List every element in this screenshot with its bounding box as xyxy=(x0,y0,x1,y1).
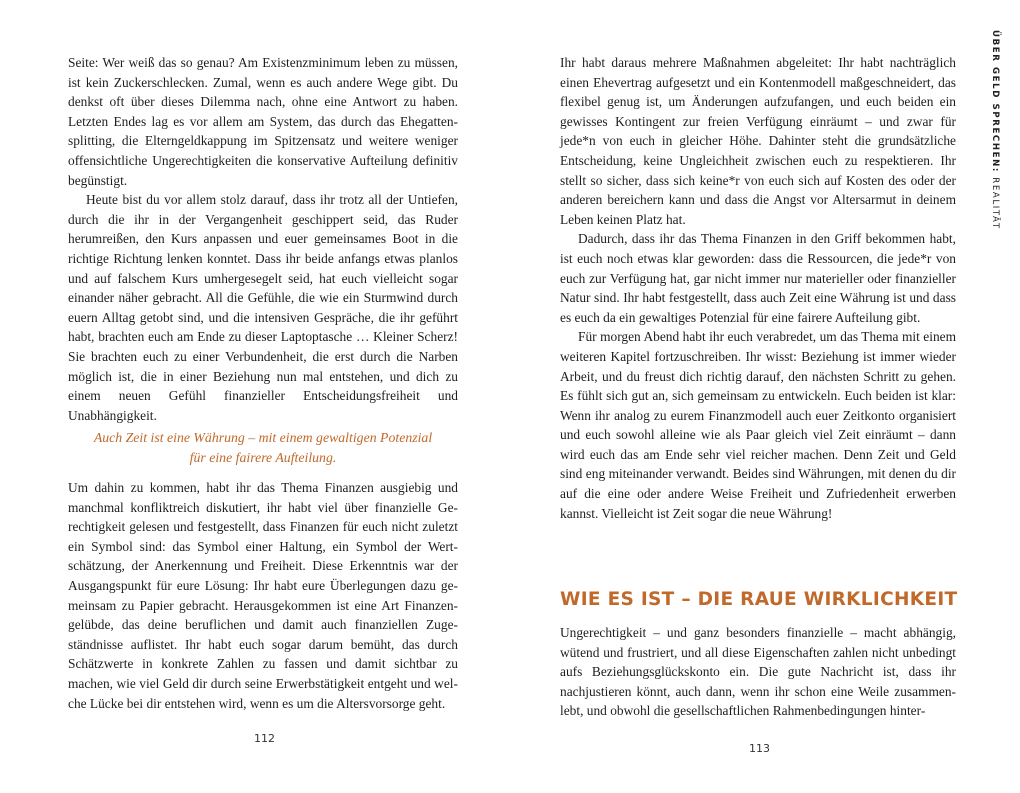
paragraph: Für morgen Abend habt ihr euch verabredet, um das Thema mit einem weiteren Kapitel fortzuschreiben. Ihr wisst: Beziehung ist immer wieder Arbeit, und du freust dich richtig darauf, den nächsten Schritt zu gehen. Es fühlt sich gut an, sich gemeinsam zu entwickeln. Euch beiden ist klar: Wenn ihr analog zu eurem Finanzmodell auch euer Zeitkonto organisiert und euch sowohl alleine wie als Paar gleich viel Zeit einräumt – dann wird euch das am Ende sehr viel reicher machen. Denn Zeit und Geld sind eng miteinander verwandt. Beides sind Währungen, mit denen du dir auf die eine oder andere Weise Freiheit und Zufriedenheit erwerben kannst. Vielleicht ist Zeit sogar die neue Währung! xyxy=(560,329,956,521)
section-heading: WIE ES IST – DIE RAUE WIRKLICHKEIT xyxy=(560,589,958,610)
paragraph: Ungerechtigkeit – und ganz besonders finanzielle – macht abhängig, wütend und frustriert, und all diese Eigenschaften zahlen nicht unbedingt aufs Beziehungsglückskonto ein. Die gute Nachricht ist, dass ihr nachjustieren könnt, auch dann, wenn ihr schon eine Weile zusammenlebt, und obwohl die gesellschaftlichen Rahmenbedingungen hinter- xyxy=(560,625,956,719)
running-head-sub: REALITÄT xyxy=(990,177,1000,230)
paragraph: Um dahin zu kommen, habt ihr das Thema Finanzen ausgiebig und manchmal konfliktreich diskutiert, ihr habt viel über finanzielle Gerechtigkeit gelesen und festgestellt, dass Finanzen für euch nicht zuletzt ein Symbol sind: das Symbol einer Haltung, ein Symbol der Wertschätzung, der Anerkennung und Freiheit. Diese Erkenntnis war der Ausgangspunkt für eure Lösung: Ihr habt eure Überlegungen dazu gemeinsam zu Papier gebracht. Herausgekommen ist eine Art Finanzengelübde, das deine beruflichen und damit auch finanziellen Zugeständnisse auflistet. Ihr habt euch sogar darum bemüht, das durch Schätzwerte in konkrete Zahlen zu fassen und damit sichtbar zu machen, wie viel Geld dir durch seine Erwerbstätigkeit entgeht und welche Lücke bei dir entstehen wird, wenn es um die Altersvorsorge geht. xyxy=(68,480,458,711)
page-number-right: 113 xyxy=(749,742,770,755)
pull-quote-line: Auch Zeit ist eine Währung – mit einem gewaltigen Potenzial xyxy=(93,430,433,445)
running-head-separator: : xyxy=(990,167,1000,173)
right-top-text xyxy=(560,53,956,523)
right-bottom-text xyxy=(560,623,956,721)
paragraph: Heute bist du vor allem stolz darauf, dass ihr trotz all der Untiefen, durch die ihr in der Vergangenheit geschippert seid, das Ruder herumreißen, den Kurs anpassen und euer gemeinsames Boot in die richtige Richtung lenken konntet. Dass ihr beide anfangs etwas planlos und auf falschem Kurs umhergesegelt seid, hat euch vielleicht sogar einander näher gebracht. All die Gefühle, die wie ein Sturmwind durch euern Alltag getobt sind, und die intensiven Gespräche, die ihr geführt habt, brachten euch am Ende zu dieser Laptoptasche … Kleiner Scherz! Sie brachten euch zu einer Verbundenheit, die erst durch die Narben möglich ist, die in einer Beziehung nun mal entstehen, und dich zu einem neuen Gefühl finanzieller Entscheidungsfreiheit und Unabhängigkeit. xyxy=(68,192,458,423)
pull-quote xyxy=(68,428,458,468)
running-head xyxy=(990,30,1000,230)
page-number-left: 112 xyxy=(254,732,275,745)
paragraph: Seite: Wer weiß das so genau? Am Existenzminimum leben zu müssen, ist kein Zuckerschlecken. Zumal, wenn es auch andere Wege gibt. Du denkst oft über dieses Dilemma nach, ohne eine Antwort zu haben. Letzten Endes lag es vor allem am System, das durch das Ehegattensplitting, die Elterngeldkappung im Spitzensatz und weitere weniger offensichtliche Ungerechtigkeiten die konservative Aufteilung definitiv begünstigt. xyxy=(68,55,458,188)
left-bottom-text xyxy=(68,478,458,713)
left-top-text xyxy=(68,53,458,425)
running-head-main: ÜBER GELD SPRECHEN xyxy=(990,30,1000,168)
paragraph: Dadurch, dass ihr das Thema Finanzen in den Griff bekommen habt, ist euch noch etwas klar geworden: dass die Ressourcen, die jede*r von euch zur Verfügung hat, gar nicht immer nur materieller oder finanzieller Natur sind. Ihr habt festgestellt, dass auch Zeit eine Währung ist und dass es euch da ein gewaltiges Potenzial für eine fairere Aufteilung gibt. xyxy=(560,231,956,325)
paragraph: Ihr habt daraus mehrere Maßnahmen abgeleitet: Ihr habt nachträglich einen Ehevertrag aufgesetzt und ein Kontenmodell maßgeschneidert, das flexibel genug ist, um Änderungen aufzufangen, und euch beiden ein gewisses Kontingent zur freien Verfügung einräumt – und zwar für jede*n von euch in gleicher Höhe. Dahinter steht die grundsätzliche Entscheidung, keine Ungleichheit zwischen euch zu respektieren. Ihr stellt so sicher, dass sich keine*r von euch sich auf Kosten des oder der anderen bereichern kann und dass die Angst vor Altersarmut in deinem Leben keinen Platz hat. xyxy=(560,55,956,227)
pull-quote-line: für eine fairere Aufteilung. xyxy=(189,450,337,465)
